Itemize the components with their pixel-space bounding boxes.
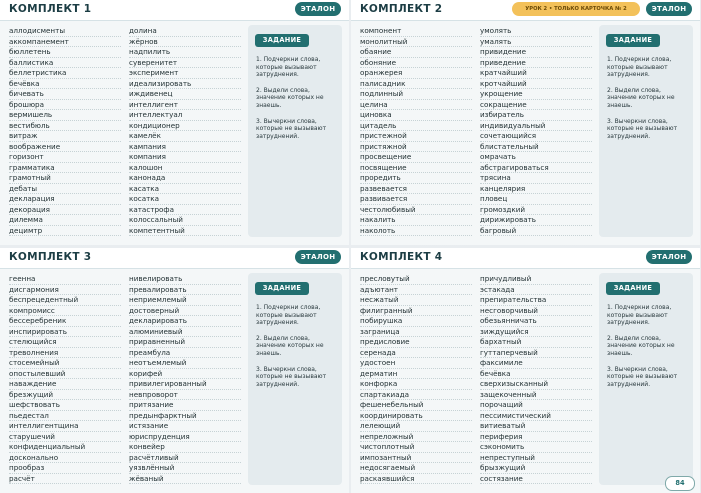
- set-body: [351, 21, 700, 245]
- task-instruction: 3. Вычеркни слова, которые не вызывают затруднений.: [607, 365, 678, 388]
- word: раскаявшийся: [360, 474, 472, 485]
- set-header: [0, 248, 349, 269]
- task-instruction: 1. Подчеркни слова, которые вызывают затруднения.: [256, 56, 321, 79]
- word: опостылевший: [9, 369, 121, 380]
- word: проредить: [360, 173, 472, 184]
- word: блистательный: [480, 142, 592, 153]
- word: импозантный: [360, 453, 472, 464]
- word: чистоплотный: [360, 442, 472, 453]
- set-title: КОМПЛЕКТ 2: [360, 3, 443, 15]
- word: координировать: [360, 411, 472, 422]
- word: конвейер: [129, 442, 241, 453]
- word: прообраз: [9, 463, 121, 474]
- word: канцелярия: [480, 184, 592, 195]
- task-instructions: [607, 304, 689, 396]
- word: дилемма: [9, 215, 121, 226]
- task-instruction: 2. Выдели слова, значение которых не знаешь.: [607, 86, 675, 109]
- task-instructions: [256, 56, 338, 148]
- word: предынфарктный: [129, 411, 241, 422]
- word: обаяние: [360, 47, 472, 58]
- word: воображение: [9, 142, 121, 153]
- word: уязвлённый: [129, 463, 241, 474]
- task-box: [599, 25, 693, 237]
- word: индивидуальный: [480, 121, 592, 132]
- word: досконально: [9, 453, 121, 464]
- task-instruction: 3. Вычеркни слова, которые не вызывают затруднений.: [256, 117, 327, 140]
- word: спартакиада: [360, 390, 472, 401]
- task-instruction: 3. Вычеркни слова, которые не вызывают затруднений.: [256, 365, 327, 388]
- word: притязание: [129, 400, 241, 411]
- word: дисгармония: [9, 285, 121, 296]
- word: кротчайший: [480, 79, 592, 90]
- word: обоняние: [360, 58, 472, 69]
- word: палисадник: [360, 79, 472, 90]
- word: непреступный: [480, 453, 592, 464]
- word: корифей: [129, 369, 241, 380]
- word: просвещение: [360, 152, 472, 163]
- word: конфиденциальный: [9, 442, 121, 453]
- task-instruction: 2. Выдели слова, значение которых не знаешь.: [256, 86, 324, 109]
- word: инспирировать: [9, 327, 121, 338]
- word: гуттаперчевый: [480, 348, 592, 359]
- word: брошюра: [9, 100, 121, 111]
- word: дебаты: [9, 184, 121, 195]
- set-4-card: [351, 248, 700, 493]
- word-column-left: [9, 26, 121, 236]
- word: интеллигент: [129, 100, 241, 111]
- page-number: 84: [665, 476, 695, 491]
- word: зиждущийся: [480, 327, 592, 338]
- word: омрачать: [480, 152, 592, 163]
- task-box: [248, 25, 342, 237]
- word: умалять: [480, 37, 592, 48]
- word: превалировать: [129, 285, 241, 296]
- word: фешенебельный: [360, 400, 472, 411]
- word: пресловутый: [360, 274, 472, 285]
- word: укрощение: [480, 89, 592, 100]
- word: честолюбивый: [360, 205, 472, 216]
- word-column-left: [9, 274, 121, 484]
- word: подлинный: [360, 89, 472, 100]
- task-instructions: [607, 56, 689, 148]
- word: бюллетень: [9, 47, 121, 58]
- word: декларировать: [129, 316, 241, 327]
- word: нивелировать: [129, 274, 241, 285]
- word: невпроворот: [129, 390, 241, 401]
- etalon-badge: ЭТАЛОН: [646, 250, 692, 264]
- set-header: [351, 248, 700, 269]
- word: колоссальный: [129, 215, 241, 226]
- word: стосемейный: [9, 358, 121, 369]
- word: неотъемлемый: [129, 358, 241, 369]
- word: декорация: [9, 205, 121, 216]
- word: кондиционер: [129, 121, 241, 132]
- word: причудливый: [480, 274, 592, 285]
- task-instruction: 1. Подчеркни слова, которые вызывают затруднения.: [607, 304, 672, 327]
- word: эксперимент: [129, 68, 241, 79]
- word: филигранный: [360, 306, 472, 317]
- word: удостоен: [360, 358, 472, 369]
- word: монолитный: [360, 37, 472, 48]
- word: надпилить: [129, 47, 241, 58]
- word: целина: [360, 100, 472, 111]
- word: расчётливый: [129, 453, 241, 464]
- word: треволнения: [9, 348, 121, 359]
- word: приравненный: [129, 337, 241, 348]
- word: вестибюль: [9, 121, 121, 132]
- word: стелющийся: [9, 337, 121, 348]
- word: состязание: [480, 474, 592, 485]
- word: избиратель: [480, 110, 592, 121]
- word: сочетающийся: [480, 131, 592, 142]
- word: компонент: [360, 26, 472, 37]
- word: брезжущий: [9, 390, 121, 401]
- word: расчёт: [9, 474, 121, 485]
- word: приведение: [480, 58, 592, 69]
- task-box: [599, 273, 693, 485]
- word: преамбула: [129, 348, 241, 359]
- word: накалить: [360, 215, 472, 226]
- task-instruction: 2. Выдели слова, значение которых не знаешь.: [607, 334, 675, 357]
- word: бессеребреник: [9, 316, 121, 327]
- word: циновка: [360, 110, 472, 121]
- word: жёваный: [129, 474, 241, 485]
- word: баллистика: [9, 58, 121, 69]
- word: абстрагироваться: [480, 163, 592, 174]
- task-instruction: 1. Подчеркни слова, которые вызывают затруднения.: [607, 56, 672, 79]
- etalon-badge: ЭТАЛОН: [295, 2, 341, 16]
- word: обезьянничать: [480, 316, 592, 327]
- word: бечёвка: [480, 369, 592, 380]
- word: алюминиевый: [129, 327, 241, 338]
- etalon-badge: ЭТАЛОН: [646, 2, 692, 16]
- word-column-right: [129, 26, 241, 236]
- word: вермишель: [9, 110, 121, 121]
- word: беллетристика: [9, 68, 121, 79]
- word-column-right: [480, 274, 592, 484]
- word-column-right: [480, 26, 592, 236]
- word: несговорчивый: [480, 306, 592, 317]
- task-label: ЗАДАНИЕ: [606, 282, 660, 295]
- word: эстакада: [480, 285, 592, 296]
- word: сэкономить: [480, 442, 592, 453]
- word: кампания: [129, 142, 241, 153]
- word: пристежной: [360, 131, 472, 142]
- word: конфорка: [360, 379, 472, 390]
- word: предисловие: [360, 337, 472, 348]
- word: интеллигентщина: [9, 421, 121, 432]
- set-body: [0, 21, 349, 245]
- word: косатка: [129, 194, 241, 205]
- word: брызжущий: [480, 463, 592, 474]
- word: витраж: [9, 131, 121, 142]
- word: неприемлемый: [129, 295, 241, 306]
- word: развивается: [360, 194, 472, 205]
- word: лелеющий: [360, 421, 472, 432]
- word: истязание: [129, 421, 241, 432]
- word: факсимиле: [480, 358, 592, 369]
- word: катастрофа: [129, 205, 241, 216]
- set-3-card: [0, 248, 349, 493]
- word: геенна: [9, 274, 121, 285]
- set-2-card: [351, 0, 700, 245]
- word: заграница: [360, 327, 472, 338]
- word: привидение: [480, 47, 592, 58]
- word: развевается: [360, 184, 472, 195]
- word: несжатый: [360, 295, 472, 306]
- task-instruction: 3. Вычеркни слова, которые не вызывают затруднений.: [607, 117, 678, 140]
- word: бархатный: [480, 337, 592, 348]
- word: юриспруденция: [129, 432, 241, 443]
- word: багровый: [480, 226, 592, 237]
- word: горизонт: [9, 152, 121, 163]
- word: сокращение: [480, 100, 592, 111]
- set-header: [351, 0, 700, 21]
- word: серенада: [360, 348, 472, 359]
- lesson-badge: УРОК 2 • ТОЛЬКО КАРТОЧКА № 2: [512, 2, 640, 16]
- word: кратчайший: [480, 68, 592, 79]
- word: защекоченный: [480, 390, 592, 401]
- word: недосягаемый: [360, 463, 472, 474]
- word: пьедестал: [9, 411, 121, 422]
- word: периферия: [480, 432, 592, 443]
- word: касатка: [129, 184, 241, 195]
- word: грамматика: [9, 163, 121, 174]
- word: децимтр: [9, 226, 121, 237]
- word: шефствовать: [9, 400, 121, 411]
- set-body: [0, 269, 349, 493]
- word: пристяжной: [360, 142, 472, 153]
- word: компания: [129, 152, 241, 163]
- word: калошон: [129, 163, 241, 174]
- word: непреложный: [360, 432, 472, 443]
- word: побирушка: [360, 316, 472, 327]
- word: дерматин: [360, 369, 472, 380]
- word: достоверный: [129, 306, 241, 317]
- word: витиеватый: [480, 421, 592, 432]
- word: канонада: [129, 173, 241, 184]
- word: дирижировать: [480, 215, 592, 226]
- set-header: [0, 0, 349, 21]
- task-label: ЗАДАНИЕ: [606, 34, 660, 47]
- word: наваждение: [9, 379, 121, 390]
- word-column-left: [360, 26, 472, 236]
- word: аллодисменты: [9, 26, 121, 37]
- task-label: ЗАДАНИЕ: [255, 34, 309, 47]
- word: адъютант: [360, 285, 472, 296]
- word: оранжерея: [360, 68, 472, 79]
- word: бечёвка: [9, 79, 121, 90]
- word: посвящение: [360, 163, 472, 174]
- word: привилегированный: [129, 379, 241, 390]
- word: суверенитет: [129, 58, 241, 69]
- task-label: ЗАДАНИЕ: [255, 282, 309, 295]
- task-box: [248, 273, 342, 485]
- set-title: КОМПЛЕКТ 1: [9, 3, 92, 15]
- word: бичевать: [9, 89, 121, 100]
- set-title: КОМПЛЕКТ 3: [9, 251, 92, 263]
- word: сверхизысканный: [480, 379, 592, 390]
- word: громоздкий: [480, 205, 592, 216]
- word: цитадель: [360, 121, 472, 132]
- word: трясина: [480, 173, 592, 184]
- word: грамотный: [9, 173, 121, 184]
- word-column-left: [360, 274, 472, 484]
- word: долина: [129, 26, 241, 37]
- word: пловец: [480, 194, 592, 205]
- word: беспрецедентный: [9, 295, 121, 306]
- word: пессимистический: [480, 411, 592, 422]
- word: порочащий: [480, 400, 592, 411]
- word: старушечий: [9, 432, 121, 443]
- word: умолять: [480, 26, 592, 37]
- word: препирательства: [480, 295, 592, 306]
- set-title: КОМПЛЕКТ 4: [360, 251, 443, 263]
- set-1-card: [0, 0, 349, 245]
- task-instruction: 1. Подчеркни слова, которые вызывают затруднения.: [256, 304, 321, 327]
- word: наколоть: [360, 226, 472, 237]
- word: камелёк: [129, 131, 241, 142]
- word: аккомпанемент: [9, 37, 121, 48]
- task-instructions: [256, 304, 338, 396]
- word: идеализировать: [129, 79, 241, 90]
- word: интеллектуал: [129, 110, 241, 121]
- set-body: [351, 269, 700, 493]
- word: компетентный: [129, 226, 241, 237]
- word-column-right: [129, 274, 241, 484]
- word: компромисс: [9, 306, 121, 317]
- etalon-badge: ЭТАЛОН: [295, 250, 341, 264]
- word: декларация: [9, 194, 121, 205]
- task-instruction: 2. Выдели слова, значение которых не знаешь.: [256, 334, 324, 357]
- word: жёрнов: [129, 37, 241, 48]
- word: иждивенец: [129, 89, 241, 100]
